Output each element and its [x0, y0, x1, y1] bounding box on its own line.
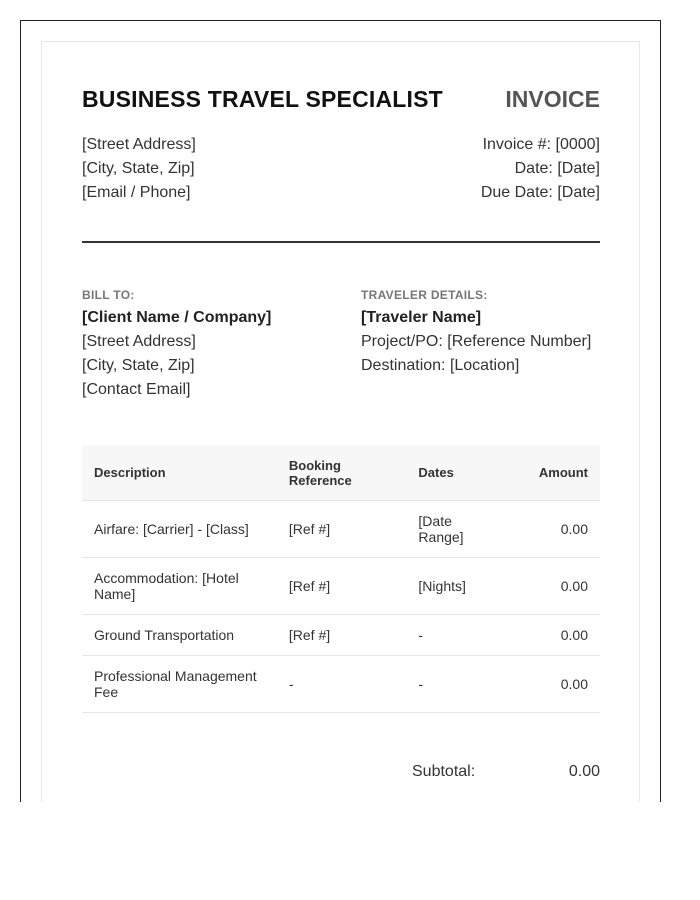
row-dates: -	[406, 656, 504, 713]
row-booking-reference: [Ref #]	[277, 558, 407, 615]
client-email: [Contact Email]	[82, 381, 191, 398]
row-description: Professional Management Fee	[82, 656, 277, 713]
traveler-name: [Traveler Name]	[361, 309, 482, 326]
row-description: Airfare: [Carrier] - [Class]	[82, 501, 277, 558]
traveler-details	[361, 284, 600, 402]
row-booking-reference: -	[277, 656, 407, 713]
header-divider	[82, 241, 600, 243]
row-dates: [Date Range]	[406, 501, 504, 558]
header-description: Description	[82, 445, 277, 501]
invoice-content	[82, 82, 600, 781]
row-amount: 0.00	[504, 558, 600, 615]
table-header-row	[82, 445, 600, 501]
client-street: [Street Address]	[82, 333, 196, 350]
subtotal-value: 0.00	[568, 763, 600, 780]
client-city: [City, State, Zip]	[82, 357, 195, 374]
sender-contact: [Email / Phone]	[82, 184, 191, 201]
client-name: [Client Name / Company]	[82, 309, 272, 326]
row-dates: -	[406, 615, 504, 656]
document-title: INVOICE	[505, 86, 600, 112]
invoice-date: Date: [Date]	[514, 160, 600, 177]
row-booking-reference: [Ref #]	[277, 615, 407, 656]
bill-to	[82, 284, 361, 402]
row-description: Ground Transportation	[82, 615, 277, 656]
header-dates: Dates	[406, 445, 504, 501]
invoice-number: Invoice #: [0000]	[482, 136, 600, 153]
traveler-project: Project/PO: [Reference Number]	[361, 333, 592, 350]
row-amount: 0.00	[504, 501, 600, 558]
sender-address	[82, 133, 196, 205]
header-booking-reference: Booking Reference	[277, 445, 407, 501]
row-dates: [Nights]	[406, 558, 504, 615]
traveler-label: TRAVELER DETAILS:	[361, 288, 488, 302]
invoice-meta	[481, 133, 600, 205]
bill-section	[82, 284, 600, 402]
subtotal-label: Subtotal:	[412, 763, 476, 780]
invoice-header	[82, 82, 600, 118]
row-amount: 0.00	[504, 656, 600, 713]
row-amount: 0.00	[504, 615, 600, 656]
header-amount: Amount	[504, 445, 600, 501]
sender-city: [City, State, Zip]	[82, 160, 195, 177]
bill-to-label: BILL TO:	[82, 288, 135, 302]
row-description: Accommodation: [Hotel Name]	[82, 558, 277, 615]
traveler-destination: Destination: [Location]	[361, 357, 520, 374]
line-items-table	[82, 445, 600, 713]
table-row	[82, 656, 600, 713]
invoice-due-date: Due Date: [Date]	[480, 184, 600, 201]
subtotal-row	[82, 763, 600, 781]
sender-street: [Street Address]	[82, 136, 196, 153]
company-name: BUSINESS TRAVEL SPECIALIST	[82, 86, 443, 112]
table-row	[82, 558, 600, 615]
address-row	[82, 133, 600, 205]
table-row	[82, 501, 600, 558]
table-row	[82, 615, 600, 656]
row-booking-reference: [Ref #]	[277, 501, 407, 558]
